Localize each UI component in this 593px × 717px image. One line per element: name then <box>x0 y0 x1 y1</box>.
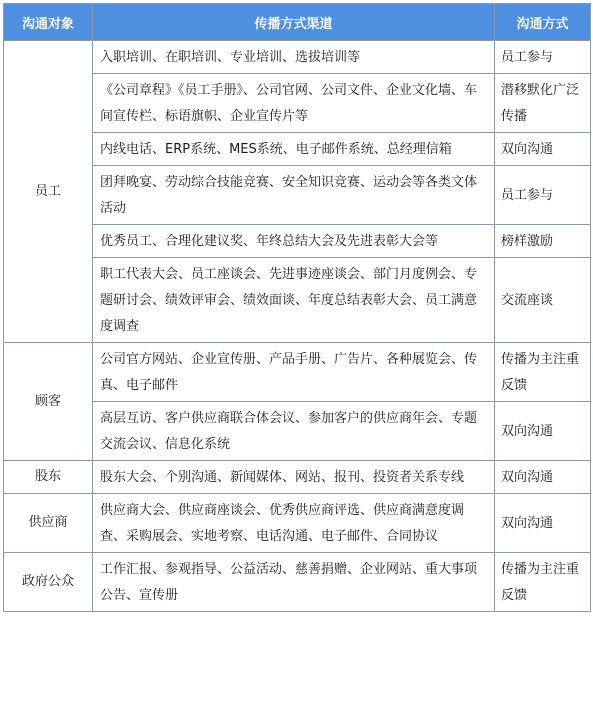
mode-cell: 员工参与 <box>495 166 591 225</box>
table-row <box>4 402 591 461</box>
channel-cell: 《公司章程》《员工手册》、公司官网、公司文件、企业文化墙、车间宣传栏、标语旗帜、企业宣传片等 <box>93 74 495 133</box>
table-row <box>4 41 591 74</box>
table-row <box>4 74 591 133</box>
channel-cell: 职工代表大会、员工座谈会、先进事迹座谈会、部门月度例会、专题研讨会、绩效评审会、绩效面谈、年度总结表彰大会、员工满意度调查 <box>93 258 495 343</box>
mode-cell: 双向沟通 <box>495 133 591 166</box>
table-row <box>4 494 591 553</box>
header-mode: 沟通方式 <box>495 4 591 41</box>
mode-cell: 潜移默化广泛传播 <box>495 74 591 133</box>
mode-cell: 员工参与 <box>495 41 591 74</box>
channel-cell: 高层互访、客户供应商联合体会议、参加客户的供应商年会、专题交流会议、信息化系统 <box>93 402 495 461</box>
target-cell-supplier: 供应商 <box>4 494 93 553</box>
channel-cell: 优秀员工、合理化建议奖、年终总结大会及先进表彰大会等 <box>93 225 495 258</box>
target-cell-customer: 顾客 <box>4 343 93 461</box>
communication-channels-table <box>3 3 591 612</box>
target-cell-employee: 员工 <box>4 41 93 343</box>
channel-cell: 公司官方网站、企业宣传册、产品手册、广告片、各种展览会、传真、电子邮件 <box>93 343 495 402</box>
mode-cell: 交流座谈 <box>495 258 591 343</box>
table-header-row <box>4 4 591 41</box>
table-row <box>4 553 591 612</box>
mode-cell: 传播为主注重反馈 <box>495 343 591 402</box>
table-row <box>4 258 591 343</box>
mode-cell: 双向沟通 <box>495 402 591 461</box>
mode-cell: 榜样激励 <box>495 225 591 258</box>
target-cell-shareholder: 股东 <box>4 461 93 494</box>
mode-cell: 双向沟通 <box>495 494 591 553</box>
mode-cell: 双向沟通 <box>495 461 591 494</box>
channel-cell: 股东大会、个别沟通、新闻媒体、网站、报刊、投资者关系专线 <box>93 461 495 494</box>
header-target: 沟通对象 <box>4 4 93 41</box>
table-row <box>4 133 591 166</box>
channel-cell: 内线电话、ERP系统、MES系统、电子邮件系统、总经理信箱 <box>93 133 495 166</box>
table-row <box>4 461 591 494</box>
table-row <box>4 343 591 402</box>
table-row <box>4 166 591 225</box>
channel-cell: 供应商大会、供应商座谈会、优秀供应商评选、供应商满意度调查、采购展会、实地考察、电话沟通、电子邮件、合同协议 <box>93 494 495 553</box>
channel-cell: 工作汇报、参观指导、公益活动、慈善捐赠、企业网站、重大事项公告、宣传册 <box>93 553 495 612</box>
table-row <box>4 225 591 258</box>
channel-cell: 团拜晚宴、劳动综合技能竞赛、安全知识竞赛、运动会等各类文体活动 <box>93 166 495 225</box>
mode-cell: 传播为主注重反馈 <box>495 553 591 612</box>
target-cell-government-public: 政府公众 <box>4 553 93 612</box>
channel-cell: 入职培训、在职培训、专业培训、选拔培训等 <box>93 41 495 74</box>
header-channel: 传播方式渠道 <box>93 4 495 41</box>
